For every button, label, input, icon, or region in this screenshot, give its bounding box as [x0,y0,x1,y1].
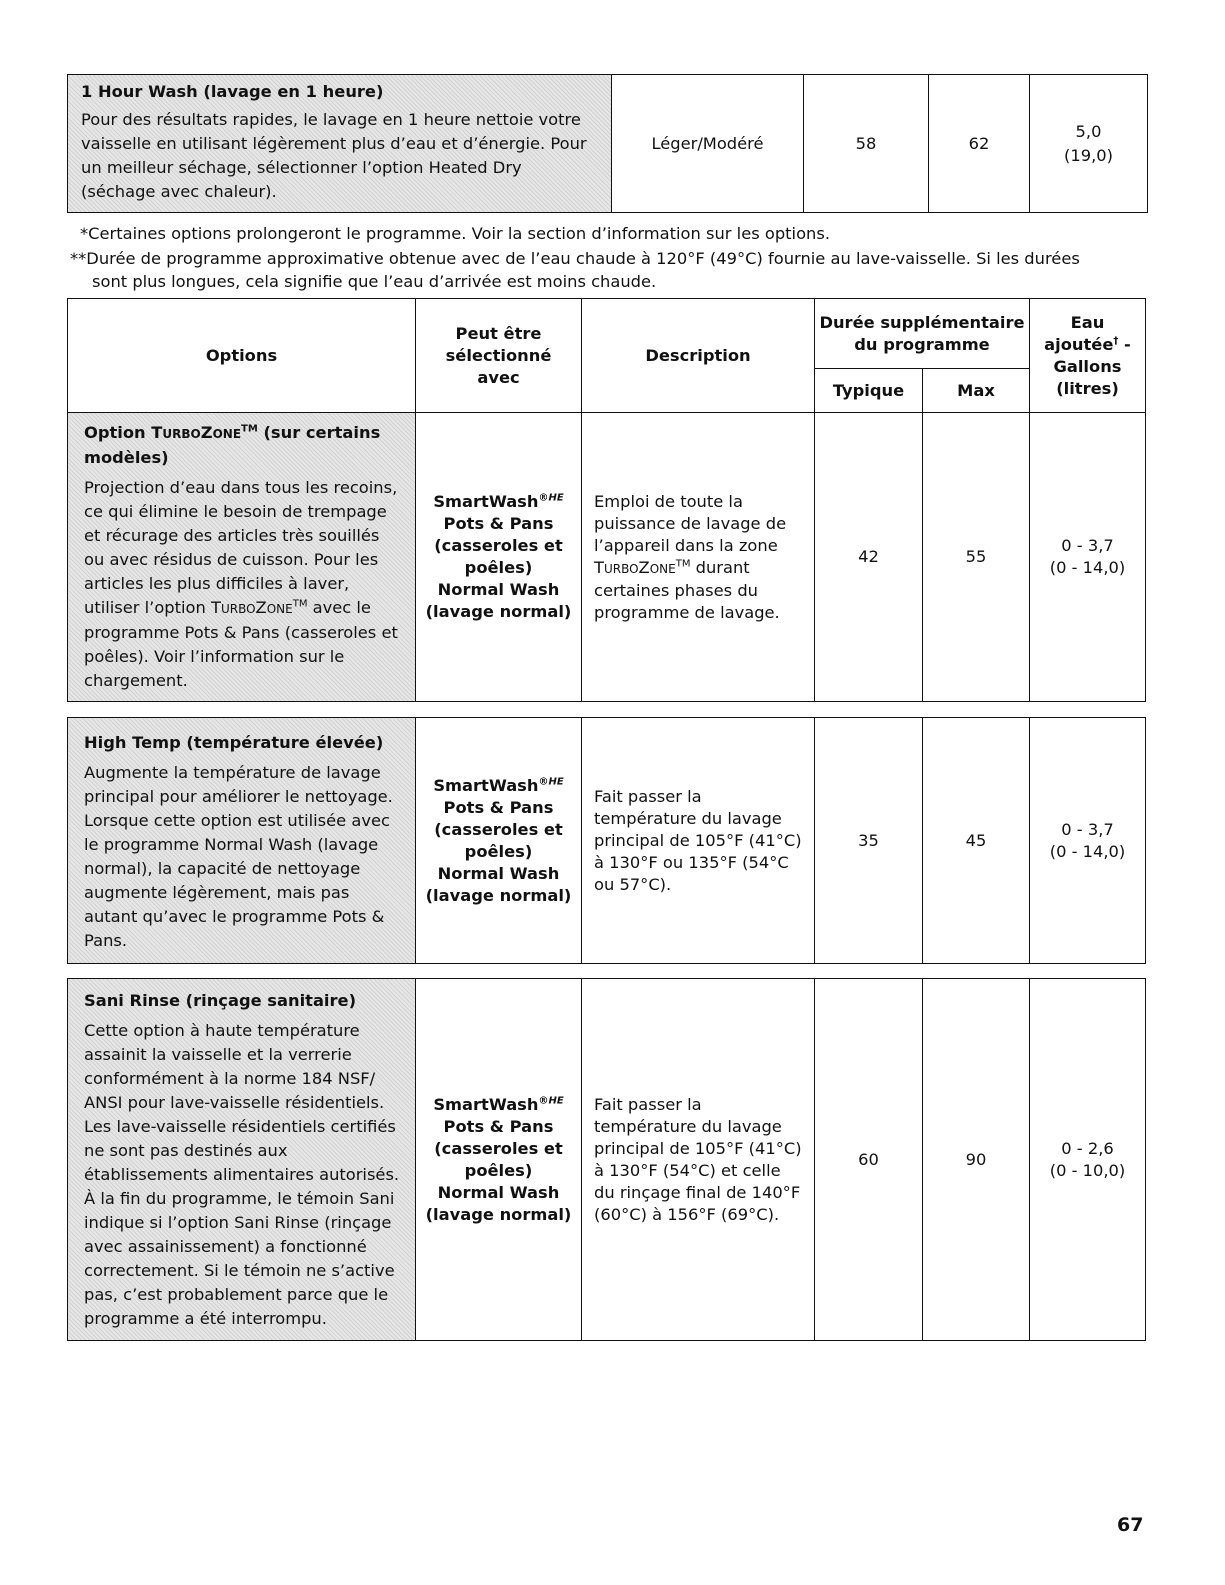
selectable-cycles-cell [416,979,582,1341]
header-selectable [416,299,582,413]
cycle-table [67,74,1148,213]
selectable-cycles-cell [416,413,582,702]
selectable-normal-wash: Normal Wash [437,1182,560,1202]
header-water-line2 [1031,334,1144,356]
selectable-pots-pans: Pots & Pans [443,514,554,533]
option-row-high-temp [68,718,1146,964]
header-selectable-line2: sélectionné [445,345,552,365]
header-extra-time [815,299,1030,369]
footnotes [70,222,1150,293]
option-name-cell [68,413,416,702]
selectable-normal-wash: Normal Wash [437,580,560,599]
selectable-smartwash-label: SmartWash [433,775,539,795]
option-title-part2: Z [200,423,213,442]
trademark-mark: TM [241,423,258,435]
water-gallons: 0 - 3,7 [1061,819,1114,839]
header-water-line1: Eau [1070,312,1105,332]
option-title: High Temp (température élevée) [84,732,384,752]
option-description: Augmente la température de lavage principal pour améliorer le nettoyage. Lorsque cette option est utilisée avec le programme Normal Wash (lavage normal), la capacité de nettoyage augmente légèrement, mais pas autant qu’avec le programme Pots & Pans. [84,762,393,950]
time-max-cell: 90 [923,979,1030,1341]
header-water-dagger: † [1113,335,1119,347]
selectable-poeles: poêles) [464,1160,533,1180]
selectable-cycles-cell [416,718,582,964]
selectable-casseroles: (casseroles et [434,1138,563,1158]
time-max-cell: 62 [929,75,1030,213]
selectable-smartwash [417,775,580,797]
footnote-duration-continued: sont plus longues, cela signifie que l’eau d’arrivée est moins chaude. [92,272,657,291]
option-effect-cell: Fait passer la température du lavage principal de 105°F (41°C) à 130°F ou 135°F (54°C ou 57°C). [582,718,815,964]
option-effect-smallcaps2: ONE [649,561,676,576]
option-title: Sani Rinse (rinçage sanitaire) [84,991,357,1010]
trademark-mark: TM [292,598,308,610]
header-water-line3: Gallons [1053,356,1122,376]
cycle-title: 1 Hour Wash (lavage en 1 heure) [81,82,384,101]
options-table [67,298,1146,702]
option-title-smallcaps2: ONE [212,427,242,441]
selectable-lavage-normal: (lavage normal) [425,602,572,621]
footnote-options: *Certaines options prolongeront le programme. Voir la section d’information sur les options. [80,224,831,243]
selectable-pots-pans: Pots & Pans [443,1116,554,1136]
time-max-cell: 55 [923,413,1030,702]
water-cell [1030,718,1146,964]
option-effect-part2: Z [638,557,650,577]
water-liters: (19,0) [1064,145,1113,165]
selectable-casseroles: (casseroles et [434,536,563,555]
selectable-poeles: poêles) [464,558,533,577]
option-effect-cell: Fait passer la température du lavage principal de 105°F (41°C) à 130°F (54°C) et celle du rinçage final de 140°F (60°C) à 156°F (69°C). [582,979,815,1341]
time-typical-cell: 60 [815,979,923,1341]
option-effect-cell [582,413,815,702]
option-description: Cette option à haute température assainit la vaisselle et la verrerie conformément à la norme 184 NSF/ ANSI pour lave-vaisselle résidentiels. Les lave-vaisselle résidentiels certifiés ne sont pas destinés aux établissements alimentaires autorisés. À la fin du programme, le témoin Sani indique si l’option Sani Rinse (rinçage avec assainissement) a fonctionné correctement. Si le témoin ne s’active pas, c’est probablement parce que le programme a été interrompu. [84,1021,400,1328]
header-description: Description [582,299,815,413]
footnote-duration: **Durée de programme approximative obtenue avec de l’eau chaude à 120°F (49°C) fournie au lave-vaisselle. Si les durées [70,249,1080,268]
selectable-smartwash-label: SmartWash [433,492,539,511]
time-typical-cell: 58 [804,75,929,213]
option-name-cell [68,979,416,1341]
page-number: 67 [1117,1514,1144,1536]
option-effect-suffix: durant certaines phases du programme de lavage. [594,557,780,622]
option-effect-smallcaps: URBO [603,561,639,576]
registered-mark: ®HE [538,492,564,504]
option-description-smallcaps2: ONE [266,602,293,616]
header-water-line4: (litres) [1056,378,1119,398]
water-cell [1030,413,1146,702]
header-water-added: ajoutée [1044,334,1114,354]
option-description-part2: Z [255,598,267,617]
water-gallons: 5,0 [1075,121,1102,141]
option-title-smallcaps: URBO [162,427,201,441]
header-water [1030,299,1146,413]
time-max-cell: 45 [923,718,1030,964]
water-cell [1030,979,1146,1341]
options-table-sani-rinse [67,978,1146,1341]
option-title [84,421,401,470]
header-extra-time-line1: Durée supplémentaire [819,312,1025,332]
selectable-smartwash [417,491,580,513]
time-typical-cell: 35 [815,718,923,964]
header-selectable-line1: Peut être [455,323,542,343]
header-typical: Typique [815,369,923,413]
header-selectable-line3: avec [477,367,520,387]
option-description-suffix: avec le programme Pots & Pans (casseroles et poêles). Voir l’information sur le chargement. [84,598,398,690]
header-max: Max [923,369,1030,413]
option-name-cell [68,718,416,964]
cycle-name-cell [68,75,612,213]
water-liters: (0 - 14,0) [1049,558,1126,577]
selectable-pots-pans: Pots & Pans [443,797,554,817]
option-description [84,476,401,693]
selectable-smartwash-label: SmartWash [433,1094,539,1114]
selectable-lavage-normal: (lavage normal) [425,1204,572,1224]
registered-mark: ®HE [538,776,564,788]
options-table-high-temp [67,717,1146,964]
selectable-lavage-normal: (lavage normal) [425,885,572,905]
cycle-description: Pour des résultats rapides, le lavage en 1 heure nettoie votre vaisselle en utilisant légèrement plus d’eau et d’énergie. Pour un meilleur séchage, sélectionner l’option Heated Dry (séchage avec chaleur). [81,110,587,201]
selectable-smartwash [417,1094,580,1116]
option-description-part: Projection d’eau dans tous les recoins, ce qui élimine le besoin de trempage et récurage des articles très souillés ou avec résidus de cuisson. Pour les articles les plus difficiles à laver, utiliser l’option T [84,478,398,617]
water-liters: (0 - 14,0) [1049,841,1126,861]
water-gallons: 0 - 2,6 [1061,1138,1114,1158]
options-header-row [68,299,1146,369]
time-typical-cell: 42 [815,413,923,702]
soil-level-cell: Léger/Modéré [612,75,804,213]
option-row-turbozone [68,413,1146,702]
cycle-row-1-hour-wash [68,75,1148,213]
selectable-poeles: poêles) [464,841,533,861]
trademark-mark: TM [675,558,691,570]
header-options: Options [68,299,416,413]
header-water-dash: - [1118,334,1131,354]
option-effect-part: Emploi de toute la puissance de lavage de l’appareil dans la zone T [594,491,787,577]
selectable-normal-wash: Normal Wash [437,863,560,883]
option-description-smallcaps: URBO [220,602,256,616]
water-liters: (0 - 10,0) [1049,1160,1126,1180]
header-extra-time-line2: du programme [854,334,990,354]
water-gallons: 0 - 3,7 [1061,536,1114,555]
selectable-casseroles: (casseroles et [434,819,563,839]
water-cell [1030,75,1148,213]
option-title-suffix: (sur certains modèles) [84,423,381,467]
option-row-sani-rinse [68,979,1146,1341]
option-title-part: Option T [84,423,163,442]
registered-mark: ®HE [538,1095,564,1107]
